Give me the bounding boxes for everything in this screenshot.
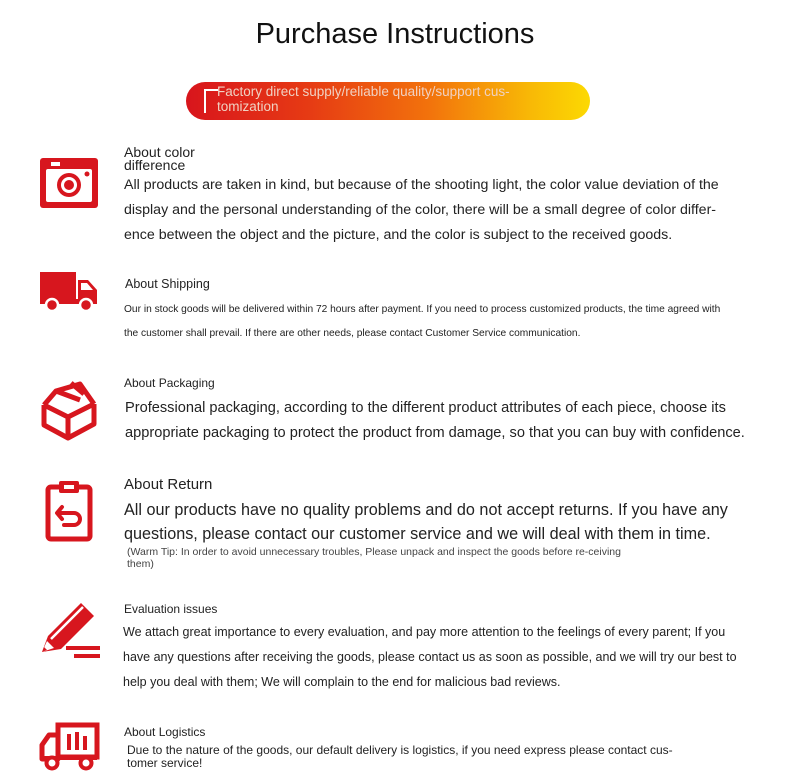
section-body: We attach great importance to every evaluation, and pay more attention to the feelings of every parent; If you have any questions after receiving the goods, please contact us as soon as possible, and we will try our best to help you deal with them; We will complain to the end for malicious bad reviews. xyxy=(123,625,737,689)
return-clipboard-icon xyxy=(38,478,100,544)
heading-line: difference xyxy=(124,157,186,173)
section-heading: About Shipping xyxy=(125,277,210,291)
banner-text: Factory direct supply/reliable quality/support cus-tomization xyxy=(217,84,510,114)
bracket-icon xyxy=(204,89,218,113)
section-body: Professional packaging, according to the different product attributes of each piece, choose its appropriate packaging to protect the product from damage, so that you can buy with confidence. xyxy=(125,400,745,441)
section-body: Our in stock goods will be delivered within 72 hours after payment. If you need to process customized products, the time agreed with the customer shall prevail. If there are other needs, please contact Customer Service communication. xyxy=(124,304,721,339)
section-heading: About Return xyxy=(124,476,213,493)
section-heading: About Logistics xyxy=(124,725,206,739)
section-body: All products are taken in kind, but because of the shooting light, the color value deviation of the display and the personal understanding of the color, there will be a small degree of color differ-ence between the object and the picture, and the color is subject to the received goods. xyxy=(124,177,719,243)
section-heading xyxy=(124,146,195,172)
camera-icon xyxy=(38,155,100,211)
page-title: Purchase Instructions xyxy=(255,18,535,50)
warm-tip-note: (Warm Tip: In order to avoid unnecessary troubles, Please unpack and inspect the goods before re-ceiving them) xyxy=(127,546,621,570)
pencil-edit-icon xyxy=(38,600,104,660)
truck-icon xyxy=(38,268,100,314)
section-heading: About Packaging xyxy=(124,376,215,390)
package-box-icon xyxy=(38,378,100,444)
section-body: Due to the nature of the goods, our default delivery is logistics, if you need express please contact cus-tomer service! xyxy=(127,743,673,770)
section-body: All our products have no quality problems and do not accept returns. If you have any questions, please contact our customer service and we will deal with them in time. xyxy=(124,501,728,543)
delivery-truck-icon xyxy=(38,722,100,772)
promo-banner xyxy=(186,82,590,120)
section-heading: Evaluation issues xyxy=(124,602,218,616)
heading-line: About color xyxy=(124,144,195,160)
